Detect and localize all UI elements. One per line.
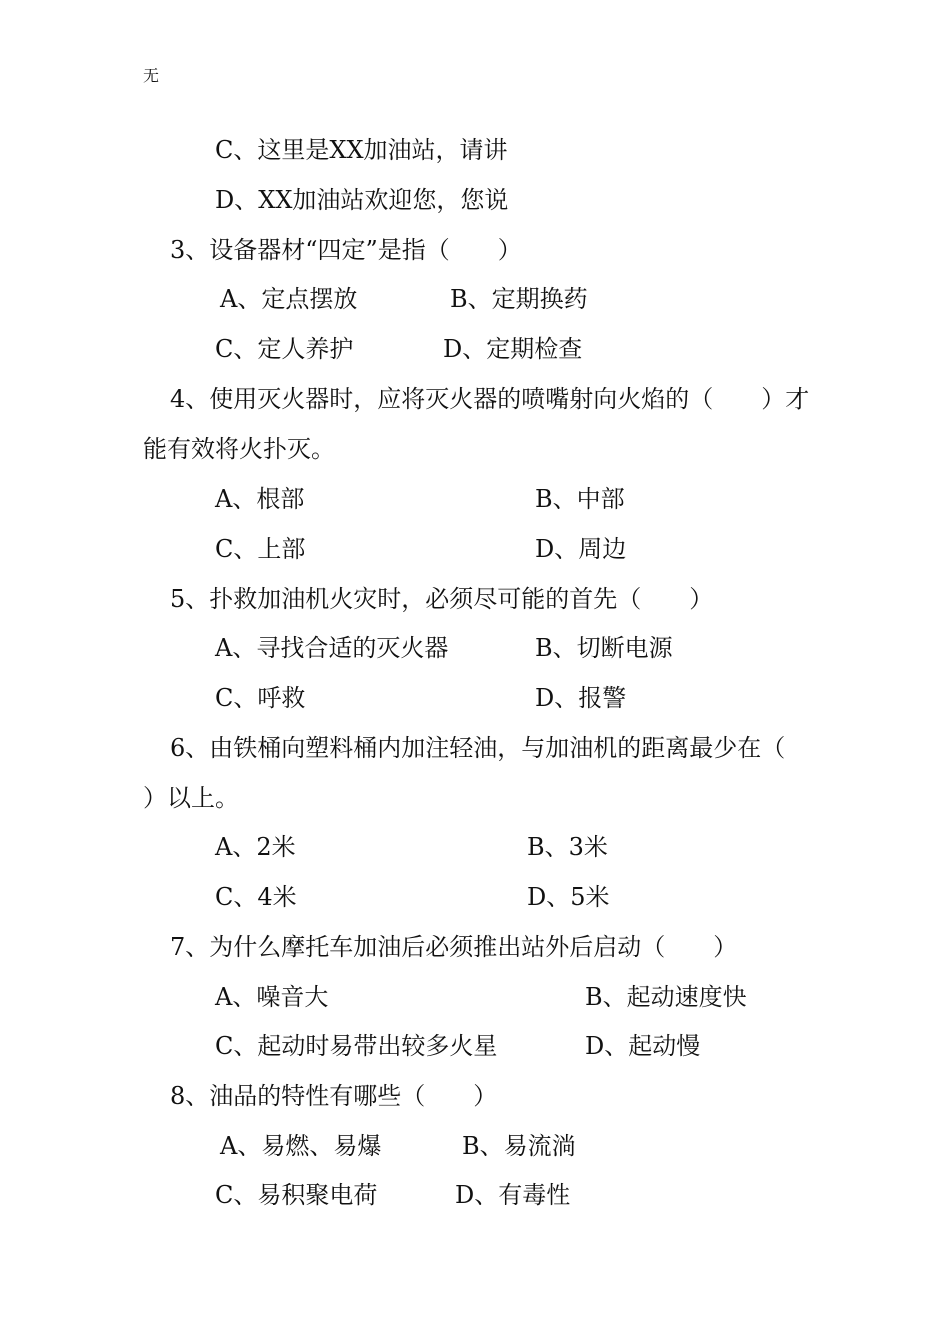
q5-option-a: A、寻找合适的灭火器 [215,634,449,662]
q6-stem-line2: ）以上。 [143,784,239,812]
q8-option-c: C、易积聚电荷 [215,1181,378,1209]
q7-option-b: B、起动速度快 [585,983,747,1011]
q6-option-a: A、2米 [215,833,296,861]
q8-stem: 8、油品的特性有哪些（ ） [170,1082,498,1110]
q5-option-b: B、切断电源 [535,634,673,662]
q2-option-d: D、XX加油站欢迎您，您说 [215,186,509,214]
q7-option-c: C、起动时易带出较多火星 [215,1032,498,1060]
q6-option-c: C、4米 [215,883,297,911]
page-header: 无 [143,66,160,85]
q3-option-c: C、定人养护 [215,335,354,363]
q3-option-d: D、定期检查 [443,335,583,363]
q4-option-a: A、根部 [215,485,305,513]
q7-option-d: D、起动慢 [585,1032,701,1060]
q4-stem-line1: 4、使用灭火器时，应将灭火器的喷嘴射向火焰的（ ）才 [170,385,810,413]
q7-option-a: A、噪音大 [215,983,329,1011]
q6-stem-line1: 6、由铁桶向塑料桶内加注轻油，与加油机的距离最少在（ [170,734,786,762]
q8-option-d: D、有毒性 [455,1181,571,1209]
q3-stem: 3、设备器材“四定”是指（ ） [170,236,522,264]
q5-stem: 5、扑救加油机火灾时，必须尽可能的首先（ ） [170,585,714,613]
q3-option-b: B、定期换药 [450,285,588,313]
q7-stem: 7、为什么摩托车加油后必须推出站外后启动（ ） [170,933,738,961]
q3-option-a: A、定点摆放 [220,285,358,313]
q6-option-d: D、5米 [527,883,610,911]
q8-option-a: A、易燃、易爆 [220,1132,382,1160]
q4-stem-line2: 能有效将火扑灭。 [143,435,335,463]
q4-option-c: C、上部 [215,535,306,563]
q5-option-d: D、报警 [535,684,627,712]
q2-option-c: C、这里是XX加油站，请讲 [215,136,508,164]
q6-option-b: B、3米 [527,833,608,861]
q8-option-b: B、易流淌 [462,1132,576,1160]
q5-option-c: C、呼救 [215,684,306,712]
q4-option-d: D、周边 [535,535,627,563]
q4-option-b: B、中部 [535,485,625,513]
